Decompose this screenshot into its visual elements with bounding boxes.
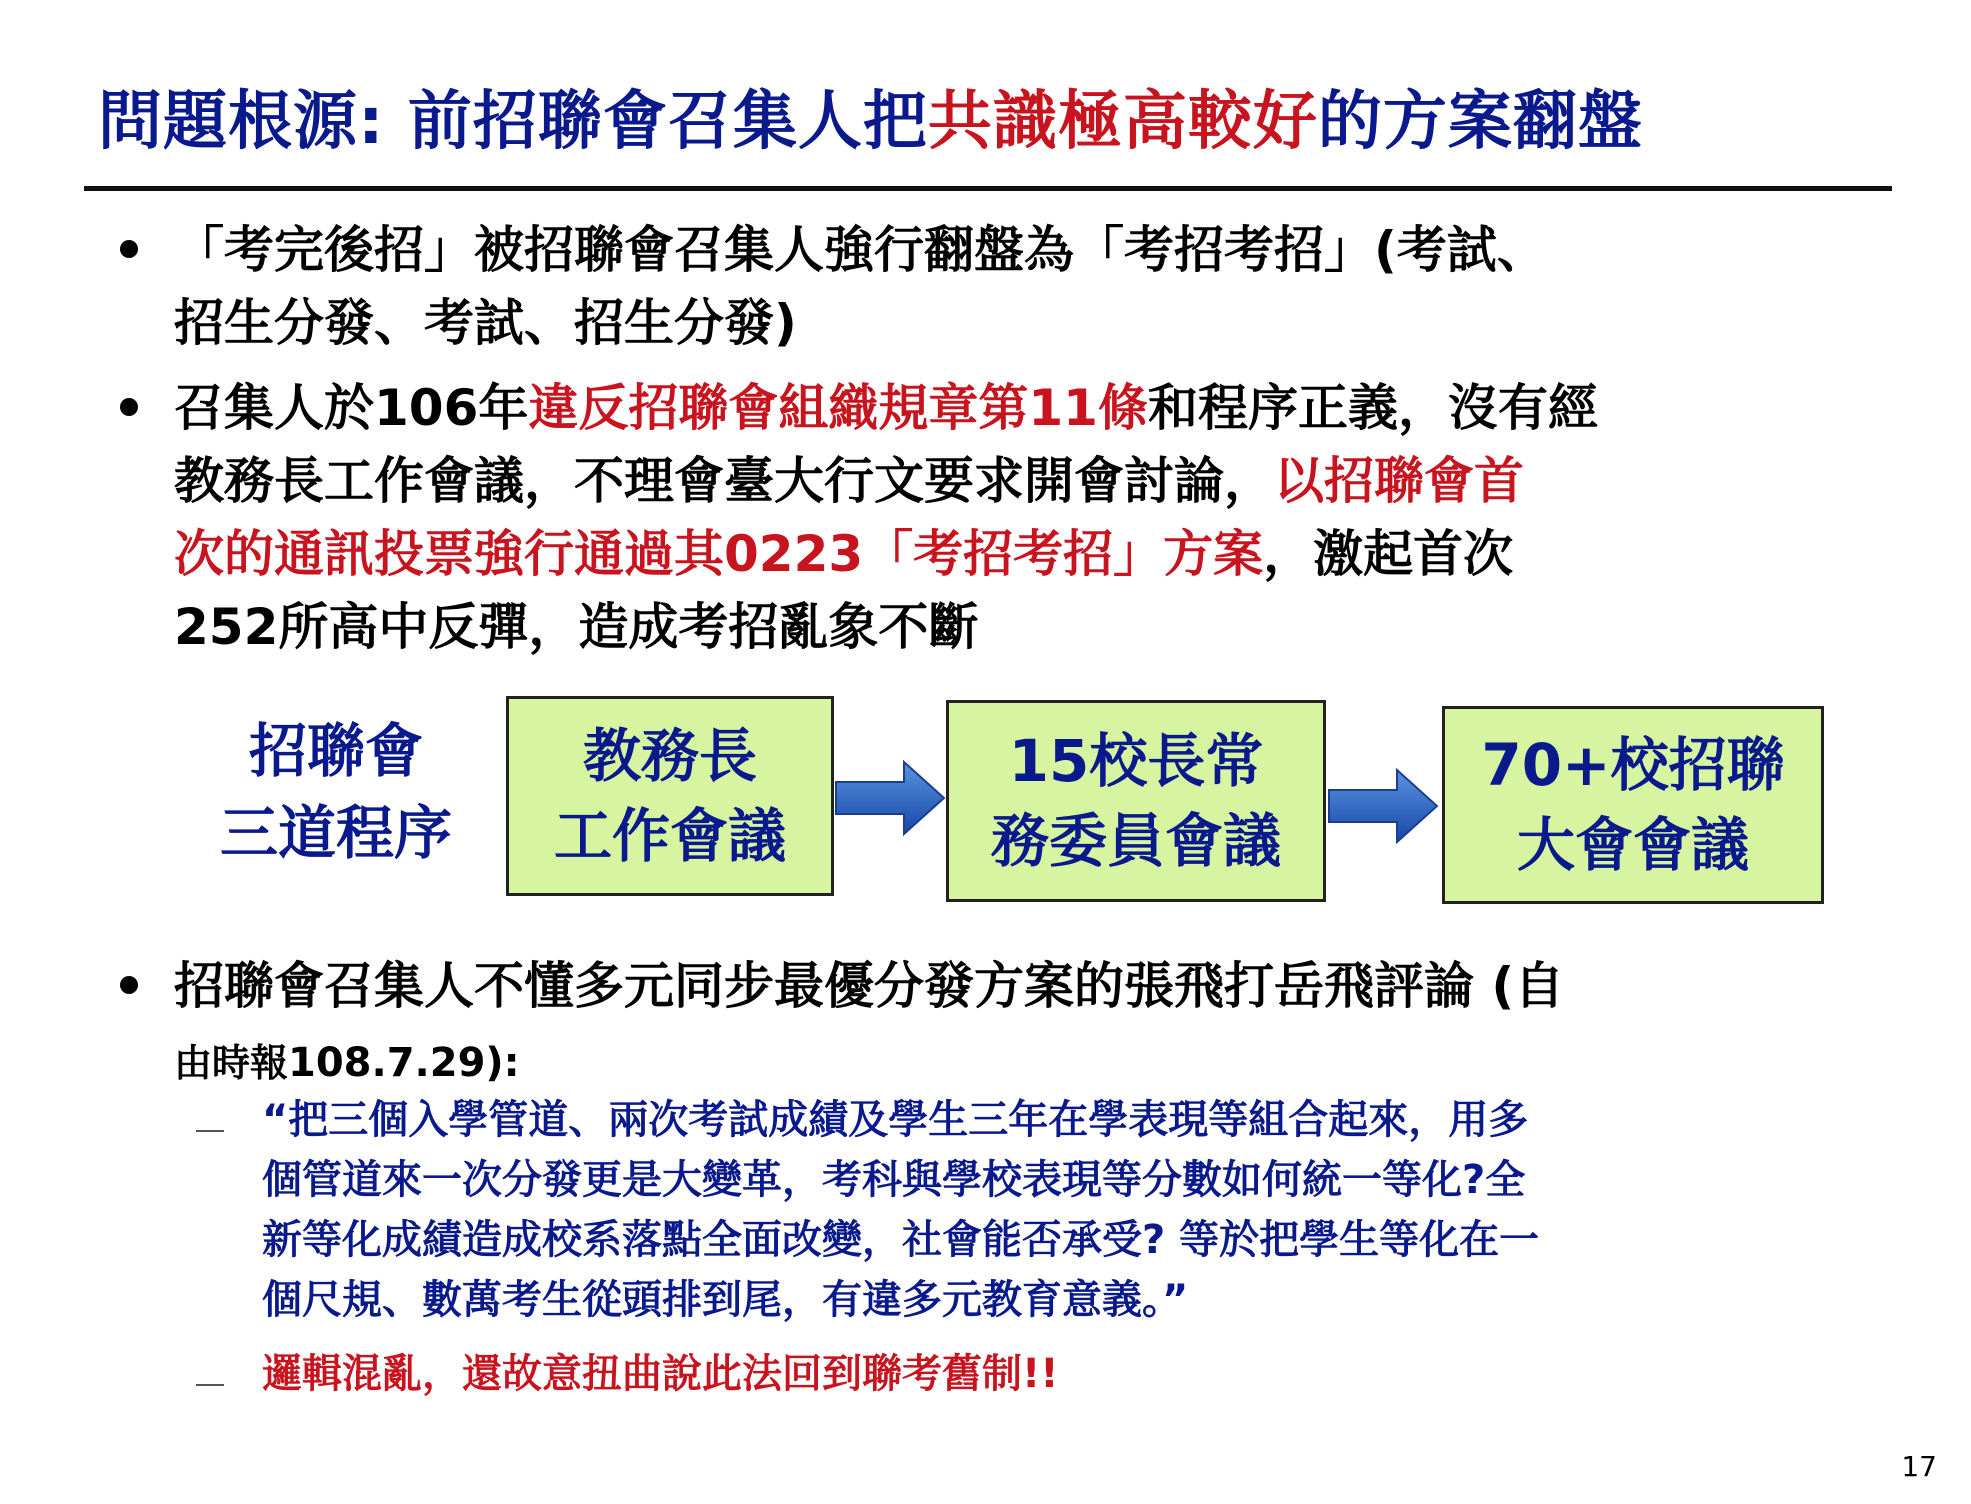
quote-line-2: 個管道來一次分發更是大變革，考科與學校表現等分數如何統一等化?全 — [262, 1157, 1526, 1203]
title-part-1: 問題根源: 前招聯會召集人把 — [98, 85, 928, 159]
bullet-2-text — [174, 372, 1880, 664]
title-divider — [84, 186, 1892, 191]
bullet-item-3 — [120, 950, 1880, 1096]
bullet-2-seg-4: 教務長工作會議，不理會臺大行文要求開會討論， — [174, 452, 1274, 510]
bullet-1-text — [174, 214, 1880, 360]
quote-line-4: 個尺規、數萬考生從頭排到尾，有違多元教育意義。” — [262, 1277, 1189, 1323]
sub-item-quote — [262, 1090, 1882, 1330]
bullet-2-seg-7: ，激起首次 — [1263, 525, 1514, 583]
bullet-2-seg-2: 違反招聯會組織規章第11條 — [528, 379, 1148, 437]
bullet-2-seg-1: 召集人於106年 — [174, 379, 529, 437]
process-label-line-1: 招聯會 — [248, 717, 423, 785]
quote-line-3: 新等化成績造成校系落點全面改變，社會能否承受? 等於把學生等化在一 — [262, 1217, 1540, 1263]
right-arrow-icon — [834, 760, 946, 836]
process-label-line-2: 三道程序 — [219, 799, 452, 867]
bullet-3-source: 由時報 — [174, 1041, 289, 1085]
page-title — [98, 84, 1898, 160]
bullet-3-text — [174, 950, 1880, 1096]
bullet-1-line-2: 招生分發、考試、招生分發) — [174, 294, 797, 352]
bullet-3-line-1: 招聯會召集人不懂多元同步最優分發方案的張飛打岳飛評論 (自 — [174, 957, 1565, 1015]
process-step-3-line-1: 70+校招聯 — [1481, 731, 1785, 799]
title-highlight: 共識極高較好 — [927, 85, 1318, 159]
page-number: 17 — [1901, 1450, 1937, 1483]
bullet-2-seg-3: 和程序正義，沒有經 — [1147, 379, 1598, 437]
quote-line-1: “把三個入學管道、兩次考試成績及學生三年在學表現等組合起來，用多 — [262, 1097, 1529, 1143]
bullet-dot-icon — [120, 240, 138, 258]
dash-bullet-icon — [196, 1384, 224, 1386]
process-step-1-line-2: 工作會議 — [553, 802, 786, 870]
process-step-2-line-1: 15校長常 — [1008, 727, 1264, 795]
process-step-1 — [506, 696, 834, 896]
bullet-1-line-1: 「考完後招」被招聯會召集人強行翻盤為「考招考招」(考試、 — [174, 221, 1547, 279]
bullet-item-2 — [120, 372, 1880, 664]
sub-item-comment — [262, 1344, 1882, 1404]
bullet-2-seg-5: 以招聯會首 — [1274, 452, 1524, 510]
bullet-dot-icon — [120, 398, 138, 416]
bullet-3-date: 108.7.29): — [288, 1040, 520, 1086]
process-step-2 — [946, 700, 1326, 902]
bullet-item-1 — [120, 214, 1880, 360]
dash-bullet-icon — [196, 1130, 224, 1132]
title-part-3: 的方案翻盤 — [1317, 85, 1643, 159]
process-label — [196, 710, 476, 874]
bullet-2-seg-8: 252所高中反彈，造成考招亂象不斷 — [174, 598, 979, 656]
comment-text: 邏輯混亂，還故意扭曲說此法回到聯考舊制!! — [262, 1351, 1059, 1397]
process-step-3 — [1442, 706, 1824, 904]
right-arrow-icon — [1327, 768, 1439, 844]
process-step-3-line-2: 大會會議 — [1516, 811, 1749, 879]
process-step-1-line-1: 教務長 — [582, 722, 757, 790]
bullet-2-seg-6: 次的通訊投票強行通過其0223「考招考招」方案 — [174, 525, 1264, 583]
bullet-dot-icon — [120, 976, 138, 994]
bullet-3-line-2 — [174, 1041, 520, 1085]
process-step-2-line-2: 務委員會議 — [990, 807, 1281, 875]
